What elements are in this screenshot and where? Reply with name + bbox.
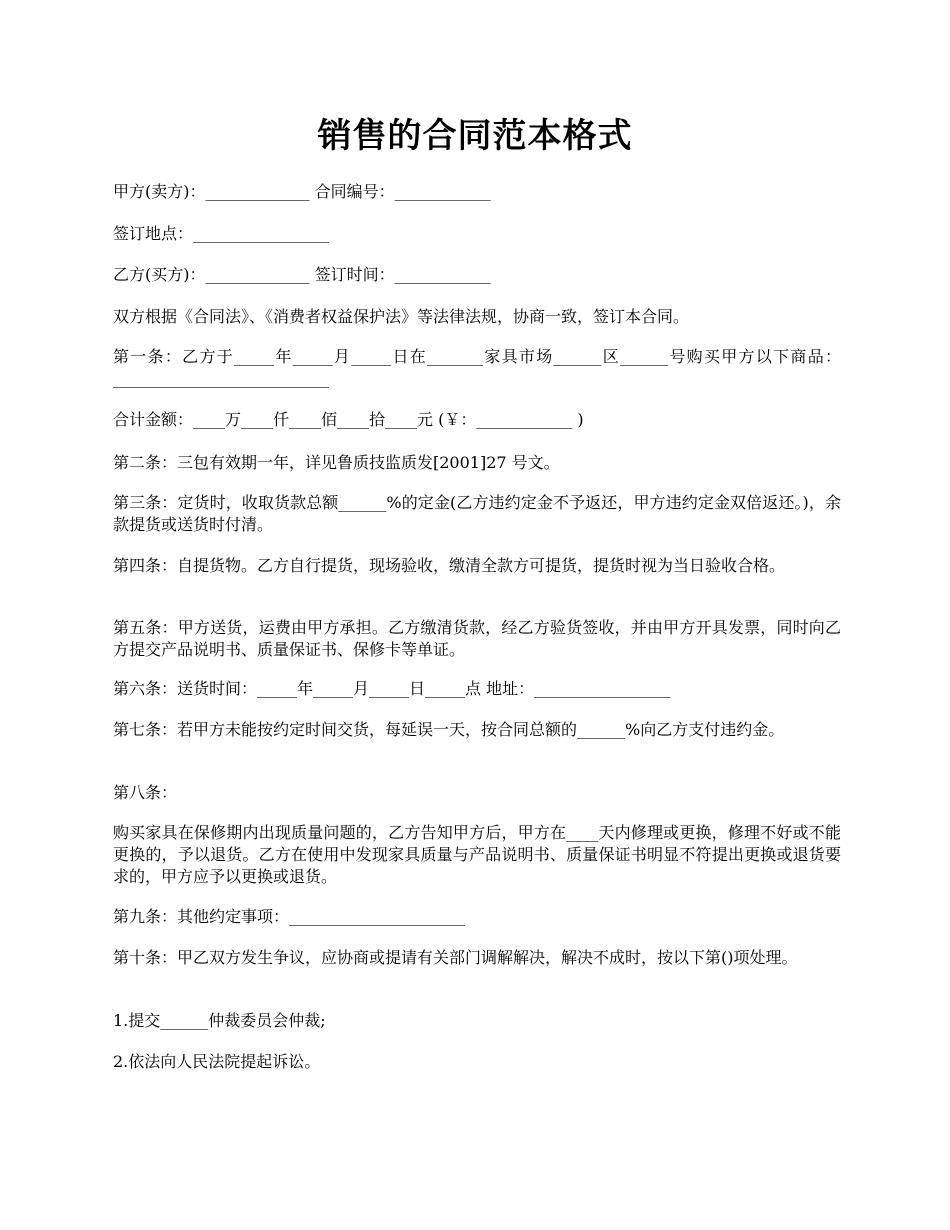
document-title: 销售的合同范本格式 [317, 116, 633, 156]
paragraph-article-8-body: 购买家具在保修期内出现质量问题的，乙方告知甲方后，甲方在____天内修理或更换，修理不好或不能更换的，予以退货。乙方在使用中发现家具质量与产品说明书、质量保证书明显不符提出更换或退货要求的，甲方应予以更换或退货。 [113, 823, 841, 886]
paragraph-party-b: 乙方(买方)：_____________ 签订时间：____________ [113, 265, 491, 284]
paragraph-total-amount: 合计金额：____万____仟____佰____拾____元 (￥：____________ ) [113, 410, 584, 429]
paragraph-article-8-heading: 第八条： [113, 783, 178, 802]
paragraph-article-3: 第三条：定货时，收取货款总额______%的定金(乙方违约定金不予返还，甲方违约定金双倍返还。)，余款提货或送货时付清。 [113, 493, 841, 534]
paragraph-article-1: 第一条：乙方于_____年_____月_____日在_______家具市场______区______号购买甲方以下商品：___________________________ [113, 347, 841, 388]
paragraph-option-2: 2.依法向人民法院提起诉讼。 [113, 1052, 321, 1071]
paragraph-article-10: 第十条：甲乙双方发生争议，应协商或提请有关部门调解解决，解决不成时，按以下第()项处理。 [113, 948, 798, 967]
paragraph-party-a: 甲方(卖方)：_____________ 合同编号：____________ [113, 182, 491, 201]
paragraph-signing-place: 签订地点：_________________ [113, 224, 330, 243]
paragraph-article-5: 第五条：甲方送货，运费由甲方承担。乙方缴清货款，经乙方验货签收，并由甲方开具发票，同时向乙方提交产品说明书、质量保证书、保修卡等单证。 [113, 618, 841, 659]
paragraph-article-9: 第九条：其他约定事项：______________________ [113, 907, 466, 926]
paragraph-article-4: 第四条：自提货物。乙方自行提货，现场验收，缴清全款方可提货，提货时视为当日验收合格。 [113, 556, 786, 575]
paragraph-article-2: 第二条：三包有效期一年，详见鲁质技监质发[2001]27 号文。 [113, 453, 560, 472]
paragraph-preamble: 双方根据《合同法》、《消费者权益保护法》等法律法规，协商一致，签订本合同。 [113, 307, 690, 326]
paragraph-article-7: 第七条：若甲方未能按约定时间交货，每延误一天，按合同总额的______%向乙方支付违约金。 [113, 720, 785, 739]
paragraph-article-6: 第六条：送货时间：_____年_____月_____日_____点 地址：_________________ [113, 679, 671, 698]
paragraph-option-1: 1.提交______仲裁委员会仲裁; [113, 1011, 326, 1030]
